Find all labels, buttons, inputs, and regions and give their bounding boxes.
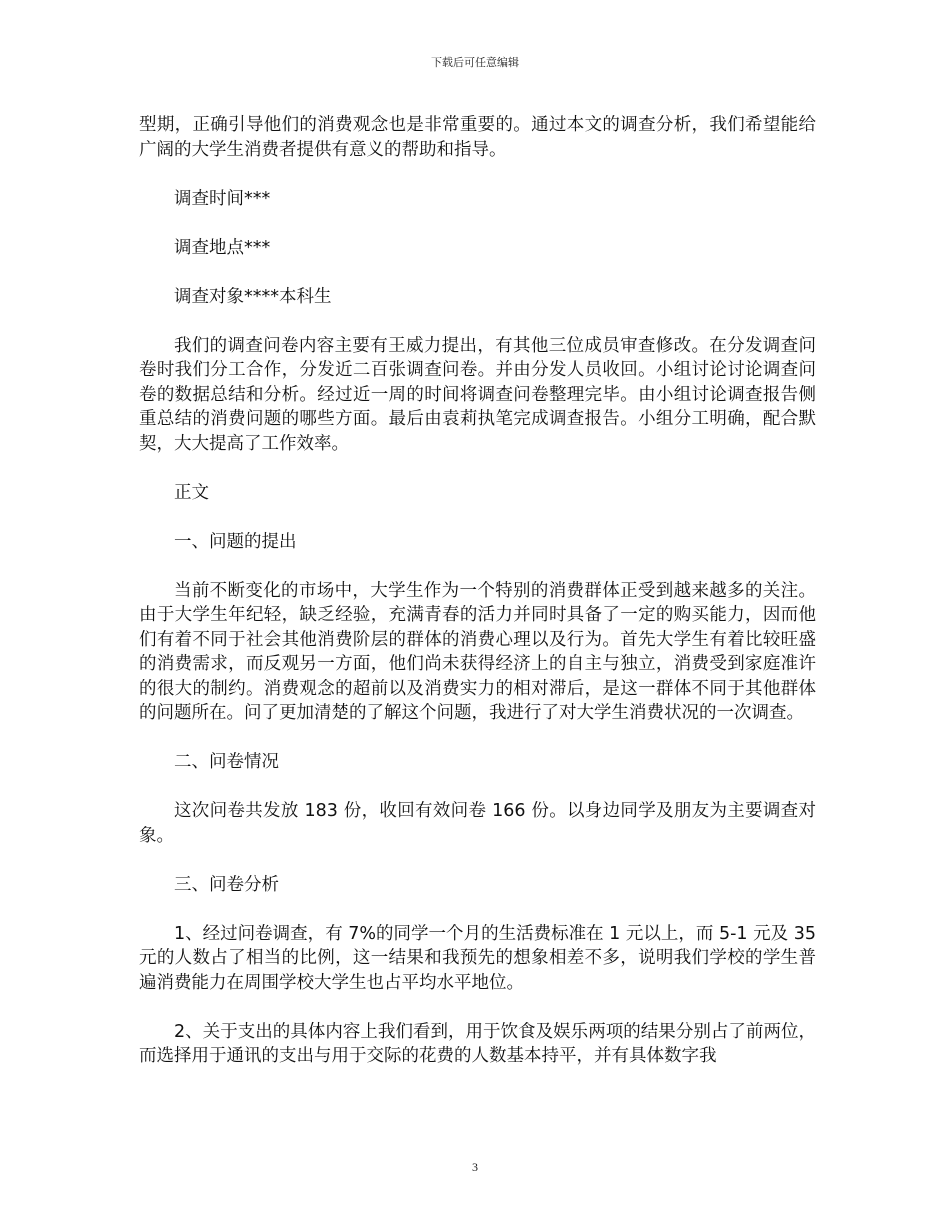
paragraph-questionnaire: 这次问卷共发放 183 份，收回有效问卷 166 份。以身边同学及朋友为主要调查对象。 [139,801,816,846]
document-body [139,113,816,1093]
heading-main-text: 正文 [174,482,209,503]
page-header: 下载后可任意编辑 [431,56,519,69]
paragraph-analysis-1: 1、经过问卷调查，有 7%的同学一个月的生活费标准在 1 元以上，而 5-1 元及 35 元的人数占了相当的比例，这一结果和我预先的想象相差不多，说明我们学校的学生普遍消费能力在周围学校大学生也占平均水平地位。 [139,923,816,993]
paragraph-intro-continuation: 型期，正确引导他们的消费观念也是非常重要的。通过本文的调查分析，我们希望能给广阔的大学生消费者提供有意义的帮助和指导。 [139,115,816,160]
survey-subjects: 调查对象****本科生 [174,286,332,307]
paragraph-team-work: 我们的调查问卷内容主要有王威力提出，有其他三位成员审查修改。在分发调查问卷时我们分工合作，分发近二百张调查问卷。并由分发人员收回。小组讨论讨论调查问卷的数据总结和分析。经过近一周的时间将调查问卷整理完毕。由小组讨论调查报告侧重总结的消费问题的哪些方面。最后由袁莉执笔完成调查报告。小组分工明确，配合默契，大大提高了工作效率。 [139,335,816,454]
survey-time: 调查时间*** [174,188,271,209]
survey-location: 调查地点*** [174,237,271,258]
heading-section-2: 二、问卷情况 [174,752,279,772]
page-number: 3 [472,1160,478,1174]
paragraph-problem: 当前不断变化的市场中，大学生作为一个特别的消费群体正受到越来越多的关注。由于大学生年纪轻，缺乏经验，充满青春的活力并同时具备了一定的购买能力，因而他们有着不同于社会其他消费阶层的群体的消费心理以及行为。首先大学生有着比较旺盛的消费需求，而反观另一方面，他们尚未获得经济上的自主与独立，消费受到家庭准许的很大的制约。消费观念的超前以及消费实力的相对滞后，是这一群体不同于其他群体的问题所在。问了更加清楚的了解这个问题，我进行了对大学生消费状况的一次调查。 [139,580,816,723]
heading-section-1: 一、问题的提出 [174,531,297,552]
heading-section-3: 三、问卷分析 [174,874,279,895]
paragraph-analysis-2: 2、关于支出的具体内容上我们看到，用于饮食及娱乐两项的结果分别占了前两位，而选择用于通讯的支出与用于交际的花费的人数基本持平，并有具体数字我 [139,1021,816,1066]
